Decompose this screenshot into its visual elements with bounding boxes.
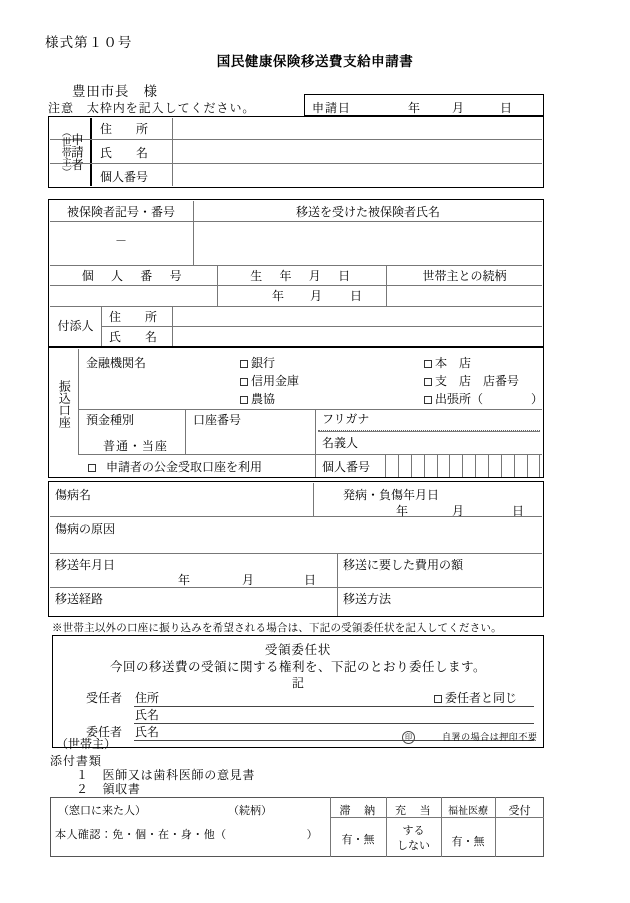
attendant-label: 付添人 <box>57 319 94 333</box>
bank-public-account-row[interactable] <box>88 460 262 475</box>
attendant-address-label: 住 所 <box>109 310 158 324</box>
office-col-value-3[interactable] <box>496 820 543 855</box>
seal-icon: 印 <box>402 731 415 744</box>
bank-type-option-0[interactable] <box>240 356 275 371</box>
insured-birth-day[interactable]: 日 <box>350 289 363 303</box>
page-title: 国民健康保険移送費支給申請書 <box>216 54 414 69</box>
application-date-year[interactable]: 年 <box>408 101 421 115</box>
proxy-delegate-label: 受任者 <box>86 691 123 705</box>
checkbox-nokyo[interactable] <box>240 396 248 404</box>
illness-cause-input[interactable] <box>120 518 540 551</box>
office-identity-label[interactable]: 本人確認：免・個・在・身・他（ ） <box>55 829 319 841</box>
applicant-mynumber-input[interactable] <box>174 164 542 186</box>
bank-type-label-1: 信用金庫 <box>251 374 300 388</box>
mynumber-cell[interactable] <box>385 455 398 477</box>
proxy-delegate-address-label: 住所 <box>135 691 160 705</box>
transport-route-input[interactable] <box>120 588 334 615</box>
bank-divider-1 <box>78 409 542 410</box>
proxy-same-as-delegator-label: 委任者と同じ <box>445 691 518 705</box>
checkbox-same-as-delegator[interactable] <box>434 695 442 703</box>
illness-cause-label: 傷病の原因 <box>55 522 116 536</box>
mynumber-cell[interactable] <box>437 455 450 477</box>
bank-holder-label: 名義人 <box>322 436 359 450</box>
mynumber-cell[interactable] <box>411 455 424 477</box>
applicant-name-label: 氏 名 <box>100 146 149 160</box>
mynumber-cell[interactable] <box>501 455 514 477</box>
insured-name-input[interactable] <box>194 222 542 265</box>
proxy-statement: 今回の移送費の受領に関する権利を、下記のとおり委任します。 <box>109 660 486 674</box>
attendant-address-input[interactable] <box>174 307 542 325</box>
illness-onset-day[interactable]: 日 <box>512 504 525 518</box>
bank-branch-option-1[interactable] <box>424 374 519 389</box>
illness-divider-2 <box>50 553 543 554</box>
attachment-text-2: 領収書 <box>102 782 141 796</box>
addressee: 豊田市長 様 <box>72 84 158 99</box>
bank-deposit-type-value[interactable]: 普通・当座 <box>103 439 168 453</box>
proxy-delegate-name-line[interactable] <box>134 722 534 724</box>
bank-divider-v2 <box>315 409 316 477</box>
bank-branch-label-1: 支 店 店番号 <box>435 374 520 388</box>
bank-account-number-input[interactable] <box>186 428 314 453</box>
illness-onset-label: 発病・負傷年月日 <box>343 488 440 502</box>
attendant-divider-v2 <box>172 306 173 346</box>
application-date-label: 申請日 <box>312 101 351 115</box>
illness-name-label: 傷病名 <box>55 488 92 502</box>
applicant-vertical-sub: （世帯主） <box>59 126 71 177</box>
illness-divider-1 <box>50 516 543 517</box>
mynumber-cell[interactable] <box>514 455 527 477</box>
transport-date-day[interactable]: 日 <box>304 573 317 587</box>
office-col-header-2: 福祉医療 <box>448 806 488 817</box>
proxy-seal-note: 自署の場合は押印不要 <box>442 732 538 742</box>
illness-name-input[interactable] <box>100 484 310 514</box>
transport-route-label: 移送経路 <box>55 592 104 606</box>
office-relation-label: （続柄） <box>228 805 272 817</box>
transfer-note: ※世帯主以外の口座に振り込みを希望される場合は、下記の受領委任状を記入してください。 <box>52 623 502 634</box>
attendant-divider-v1 <box>101 306 102 346</box>
illness-divider-v1 <box>313 483 314 517</box>
application-date-month[interactable]: 月 <box>452 101 465 115</box>
checkbox-shinkin[interactable] <box>240 378 248 386</box>
applicant-mynumber-label: 個人番号 <box>100 170 149 184</box>
bank-branch-option-2[interactable] <box>424 392 543 407</box>
bank-account-number-label: 口座番号 <box>193 413 242 427</box>
proxy-title: 受領委任状 <box>264 643 332 657</box>
proxy-delegate-name-label: 氏名 <box>135 708 160 722</box>
office-col-value-1a[interactable]: する <box>402 825 425 837</box>
insured-birth-year[interactable]: 年 <box>272 289 285 303</box>
applicant-address-label: 住 所 <box>100 122 149 136</box>
transport-cost-label: 移送に要した費用の額 <box>343 558 464 572</box>
applicant-name-input[interactable] <box>174 140 542 163</box>
attachment-no-1: １ <box>76 768 89 782</box>
attachment-item-2 <box>76 780 141 797</box>
illness-onset-year[interactable]: 年 <box>396 504 409 518</box>
attendant-name-label: 氏 名 <box>109 330 158 344</box>
bank-type-option-1[interactable] <box>240 374 299 389</box>
attachment-no-2: ２ <box>76 782 89 796</box>
bank-furigana-label: フリガナ <box>322 412 370 426</box>
mynumber-cell[interactable] <box>462 455 475 477</box>
bank-branch-label-0: 本 店 <box>435 356 472 370</box>
applicant-vertical-main: 申請者 <box>69 133 84 171</box>
transport-date-label: 移送年月日 <box>55 558 116 572</box>
insured-symbol-separator[interactable]: － <box>114 234 127 248</box>
illness-onset-month[interactable]: 月 <box>452 504 465 518</box>
insured-divider-2 <box>50 265 543 266</box>
transport-method-input[interactable] <box>405 588 540 615</box>
bank-furigana-dotted-line <box>318 429 540 431</box>
transport-date-month[interactable]: 月 <box>242 573 255 587</box>
bank-vert-divider <box>78 349 79 455</box>
mynumber-cell[interactable] <box>398 455 411 477</box>
checkbox-head-office[interactable] <box>424 360 432 368</box>
insured-mynumber-label: 個 人 番 号 <box>81 269 185 283</box>
bank-type-option-2[interactable] <box>240 392 275 407</box>
insured-relation-label: 世帯主との続柄 <box>422 269 507 283</box>
mynumber-cell[interactable] <box>527 455 540 477</box>
mynumber-cell[interactable] <box>488 455 501 477</box>
transport-method-label: 移送方法 <box>343 592 392 606</box>
bank-holder-input[interactable] <box>370 433 540 452</box>
bank-branch-label-2: 出張所（ ） <box>435 392 544 406</box>
proxy-ki: 記 <box>291 676 304 690</box>
office-col-value-1b[interactable]: しない <box>397 840 430 852</box>
applicant-vertical-label <box>50 118 92 187</box>
insured-birth-month[interactable]: 月 <box>310 289 323 303</box>
bank-vertical-label: 振込口座 <box>57 380 72 428</box>
proxy-delegator-label: 委任者 <box>86 725 123 739</box>
office-col-value-0[interactable]: 有・無 <box>341 834 375 846</box>
application-date-day[interactable]: 日 <box>500 101 513 115</box>
proxy-delegator-name-label: 氏名 <box>135 725 160 739</box>
bank-deposit-type-label: 預金種別 <box>86 413 135 427</box>
attachments-title: 添付書類 <box>50 754 102 768</box>
checkbox-branch[interactable] <box>424 378 432 386</box>
office-col-value-2[interactable]: 有・無 <box>451 836 485 848</box>
mynumber-cell[interactable] <box>449 455 462 477</box>
insured-mynumber-input[interactable] <box>50 286 216 305</box>
attendant-name-input[interactable] <box>174 327 542 345</box>
insured-birth-label: 生 年 月 日 <box>250 269 353 283</box>
transport-cost-input[interactable] <box>340 572 540 586</box>
checkbox-public-account[interactable] <box>88 464 96 472</box>
office-col-header-3: 受付 <box>508 805 531 817</box>
insured-relation-input[interactable] <box>387 286 542 305</box>
office-visitor-label: （窓口に来た人） <box>58 805 146 817</box>
insured-symbol-number-label: 被保険者記号・番号 <box>66 205 175 219</box>
bank-mynumber-label: 個人番号 <box>322 460 371 474</box>
mynumber-cell[interactable] <box>424 455 437 477</box>
insured-name-label: 移送を受けた被保険者氏名 <box>295 205 440 219</box>
checkbox-bank[interactable] <box>240 360 248 368</box>
proxy-delegator-sub: （世帯主） <box>56 737 117 751</box>
bank-mynumber-grid[interactable] <box>385 455 540 477</box>
bank-public-account-label: 申請者の公金受取口座を利用 <box>106 460 263 474</box>
applicant-label-divider <box>172 118 173 187</box>
checkbox-sub-branch[interactable] <box>424 396 432 404</box>
bank-institution-label: 金融機関名 <box>86 356 147 370</box>
attachment-text-1: 医師又は歯科医師の意見書 <box>102 768 256 782</box>
transport-date-year[interactable]: 年 <box>178 573 191 587</box>
bank-branch-option-0[interactable] <box>424 356 471 371</box>
bank-type-label-0: 銀行 <box>251 356 276 370</box>
proxy-same-as-delegator-row[interactable] <box>434 691 517 706</box>
bank-type-label-2: 農協 <box>251 392 276 406</box>
bank-furigana-spacer <box>318 431 540 432</box>
form-number: 様式第１０号 <box>45 35 133 50</box>
office-col-header-0: 滞 納 <box>339 805 377 817</box>
applicant-address-input[interactable] <box>174 118 542 139</box>
notice-text: 注意 太枠内を記入してください。 <box>48 101 256 115</box>
mynumber-cell[interactable] <box>475 455 488 477</box>
illness-divider-v2 <box>337 553 338 616</box>
proxy-seal-mark <box>402 727 415 744</box>
office-col-header-1: 充 当 <box>395 805 432 817</box>
